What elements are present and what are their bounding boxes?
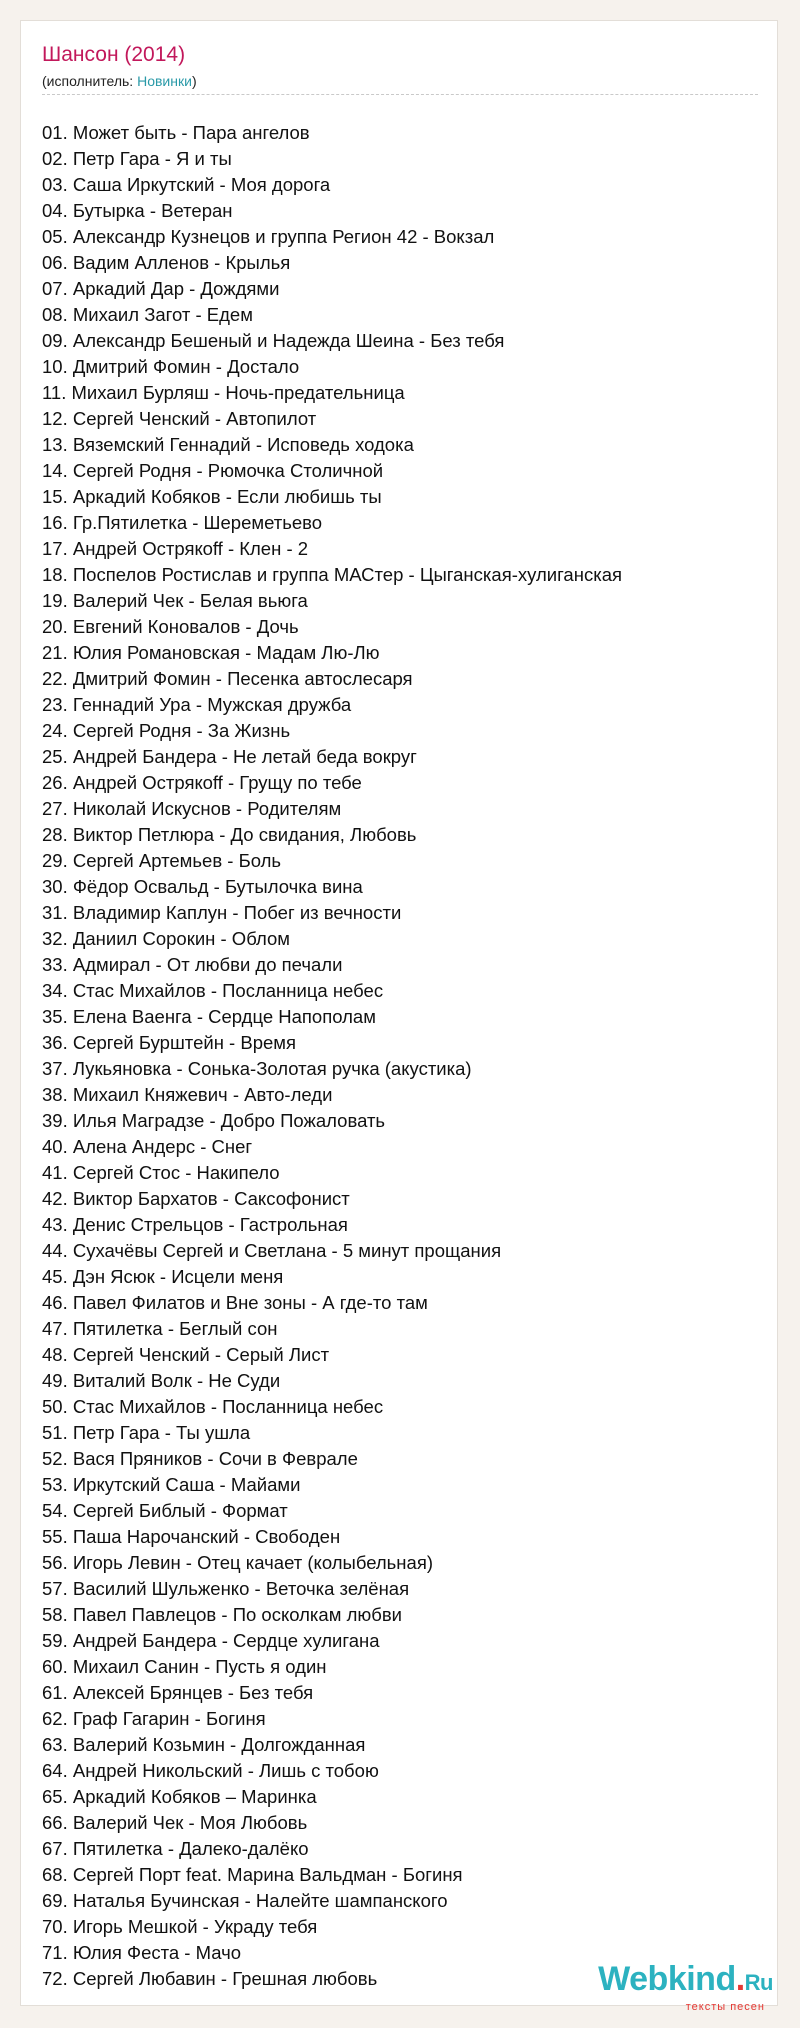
- track-item[interactable]: 59. Андрей Бандера - Сердце хулигана: [42, 1630, 380, 1651]
- track-item[interactable]: 60. Михаил Санин - Пусть я один: [42, 1656, 327, 1677]
- track-item[interactable]: 17. Андрей Острякoff - Клен - 2: [42, 538, 309, 559]
- track-item[interactable]: 12. Сергей Ченский - Автопилот: [42, 408, 317, 429]
- track-item[interactable]: 55. Паша Нарочанский - Свободен: [42, 1526, 341, 1547]
- page-title: Шансон (2014): [42, 43, 186, 66]
- track-item[interactable]: 31. Владимир Каплун - Побег из вечности: [42, 902, 402, 923]
- track-item[interactable]: 72. Сергей Любавин - Грешная любовь: [42, 1968, 378, 1989]
- track-item[interactable]: 10. Дмитрий Фомин - Достало: [42, 356, 300, 377]
- track-item[interactable]: 47. Пятилетка - Беглый сон: [42, 1318, 278, 1339]
- track-item[interactable]: 24. Сергей Родня - За Жизнь: [42, 720, 291, 741]
- track-item[interactable]: 45. Дэн Ясюк - Исцели меня: [42, 1266, 284, 1287]
- track-item[interactable]: 71. Юлия Феста - Мачо: [42, 1942, 242, 1963]
- track-item[interactable]: 11. Михаил Бурляш - Ночь-предательница: [42, 382, 405, 403]
- track-item[interactable]: 50. Стас Михайлов - Посланница небес: [42, 1396, 384, 1417]
- track-item[interactable]: 19. Валерий Чек - Белая вьюга: [42, 590, 308, 611]
- track-item[interactable]: 08. Михаил Загот - Едем: [42, 304, 253, 325]
- track-item[interactable]: 42. Виктор Бархатов - Саксофонист: [42, 1188, 350, 1209]
- track-item[interactable]: 52. Вася Пряников - Сочи в Феврале: [42, 1448, 358, 1469]
- artist-meta-prefix: (исполнитель:: [42, 73, 138, 89]
- track-item[interactable]: 04. Бутырка - Ветеран: [42, 200, 233, 221]
- track-item[interactable]: 43. Денис Стрельцов - Гастрольная: [42, 1214, 348, 1235]
- track-item[interactable]: 13. Вяземский Геннадий - Исповедь ходока: [42, 434, 414, 455]
- track-item[interactable]: 36. Сергей Бурштейн - Время: [42, 1032, 297, 1053]
- site-logo[interactable]: [583, 1961, 773, 2011]
- track-item[interactable]: 44. Сухачёвы Сергей и Светлана - 5 минут прощания: [42, 1240, 502, 1261]
- track-item[interactable]: 49. Виталий Волк - Не Суди: [42, 1370, 281, 1391]
- track-item[interactable]: 38. Михаил Княжевич - Авто-леди: [42, 1084, 333, 1105]
- header-divider: [42, 94, 758, 95]
- track-item[interactable]: 07. Аркадий Дар - Дождями: [42, 278, 280, 299]
- track-item[interactable]: 40. Алена Андерс - Снег: [42, 1136, 253, 1157]
- track-item[interactable]: 03. Саша Иркутский - Моя дорога: [42, 174, 331, 195]
- track-item[interactable]: 20. Евгений Коновалов - Дочь: [42, 616, 299, 637]
- track-item[interactable]: 61. Алексей Брянцев - Без тебя: [42, 1682, 314, 1703]
- track-item[interactable]: 68. Сергей Порт feat. Марина Вальдман - Богиня: [42, 1864, 463, 1885]
- track-item[interactable]: 18. Поспелов Ростислав и группа МАСтер - Цыганская-хулиганская: [42, 564, 622, 585]
- track-item[interactable]: 02. Петр Гара - Я и ты: [42, 148, 232, 169]
- track-item[interactable]: 66. Валерий Чек - Моя Любовь: [42, 1812, 308, 1833]
- track-item[interactable]: 39. Илья Маградзе - Добро Пожаловать: [42, 1110, 386, 1131]
- track-item[interactable]: 30. Фёдор Освальд - Бутылочка вина: [42, 876, 363, 897]
- artist-meta: [42, 73, 197, 89]
- content-card: [20, 20, 778, 2013]
- track-item[interactable]: 62. Граф Гагарин - Богиня: [42, 1708, 266, 1729]
- track-item[interactable]: 51. Петр Гара - Ты ушла: [42, 1422, 251, 1443]
- logo-name: Webkind: [598, 1960, 736, 1998]
- track-item[interactable]: 14. Сергей Родня - Рюмочка Столичной: [42, 460, 384, 481]
- track-item[interactable]: 26. Андрей Острякoff - Грущу по тебе: [42, 772, 362, 793]
- track-item[interactable]: 46. Павел Филатов и Вне зоны - А где-то там: [42, 1292, 428, 1313]
- track-item[interactable]: 70. Игорь Мешкой - Украду тебя: [42, 1916, 318, 1937]
- track-item[interactable]: 22. Дмитрий Фомин - Песенка автослесаря: [42, 668, 413, 689]
- track-item[interactable]: 23. Геннадий Ура - Мужская дружба: [42, 694, 352, 715]
- track-item[interactable]: 34. Стас Михайлов - Посланница небес: [42, 980, 384, 1001]
- track-item[interactable]: 41. Сергей Стос - Накипело: [42, 1162, 280, 1183]
- track-item[interactable]: 65. Аркадий Кобяков – Маринка: [42, 1786, 317, 1807]
- track-item[interactable]: 33. Адмирал - От любви до печали: [42, 954, 343, 975]
- track-item[interactable]: 63. Валерий Козьмин - Долгожданная: [42, 1734, 366, 1755]
- track-item[interactable]: 64. Андрей Никольский - Лишь с тобою: [42, 1760, 379, 1781]
- track-item[interactable]: 35. Елена Ваенга - Сердце Напополам: [42, 1006, 376, 1027]
- logo-tld: Ru: [744, 1970, 773, 1995]
- track-item[interactable]: 57. Василий Шульженко - Веточка зелёная: [42, 1578, 410, 1599]
- logo-dot: .: [735, 1960, 745, 1998]
- track-item[interactable]: 54. Сергей Библый - Формат: [42, 1500, 288, 1521]
- track-item[interactable]: 16. Гр.Пятилетка - Шереметьево: [42, 512, 323, 533]
- track-item[interactable]: 27. Николай Искуснов - Родителям: [42, 798, 342, 819]
- track-item[interactable]: 28. Виктор Петлюра - До свидания, Любовь: [42, 824, 417, 845]
- track-item[interactable]: 53. Иркутский Саша - Майами: [42, 1474, 301, 1495]
- track-item[interactable]: 48. Сергей Ченский - Серый Лист: [42, 1344, 330, 1365]
- track-item[interactable]: 05. Александр Кузнецов и группа Регион 42 - Вокзал: [42, 226, 495, 247]
- track-item[interactable]: 09. Александр Бешеный и Надежда Шеина - Без тебя: [42, 330, 505, 351]
- track-item[interactable]: 29. Сергей Артемьев - Боль: [42, 850, 282, 871]
- track-item[interactable]: 15. Аркадий Кобяков - Если любишь ты: [42, 486, 382, 507]
- track-item[interactable]: 69. Наталья Бучинская - Налейте шампанского: [42, 1890, 448, 1911]
- track-item[interactable]: 67. Пятилетка - Далеко-далёко: [42, 1838, 309, 1859]
- artist-meta-suffix: ): [191, 73, 197, 89]
- track-item[interactable]: 32. Даниил Сорокин - Облом: [42, 928, 290, 949]
- artist-link[interactable]: Новинки: [137, 73, 192, 89]
- track-item[interactable]: 56. Игорь Левин - Отец качает (колыбельная): [42, 1552, 433, 1573]
- track-item[interactable]: 21. Юлия Романовская - Мадам Лю-Лю: [42, 642, 380, 663]
- track-item[interactable]: 01. Может быть - Пара ангелов: [42, 122, 310, 143]
- logo-tagline: тексты песен: [685, 2001, 765, 2013]
- track-item[interactable]: 58. Павел Павлецов - По осколкам любви: [42, 1604, 403, 1625]
- track-item[interactable]: 06. Вадим Алленов - Крылья: [42, 252, 291, 273]
- track-item[interactable]: 37. Лукьяновка - Сонька-Золотая ручка (акустика): [42, 1058, 472, 1079]
- track-list: [42, 120, 622, 1992]
- track-item[interactable]: 25. Андрей Бандера - Не летай беда вокруг: [42, 746, 417, 767]
